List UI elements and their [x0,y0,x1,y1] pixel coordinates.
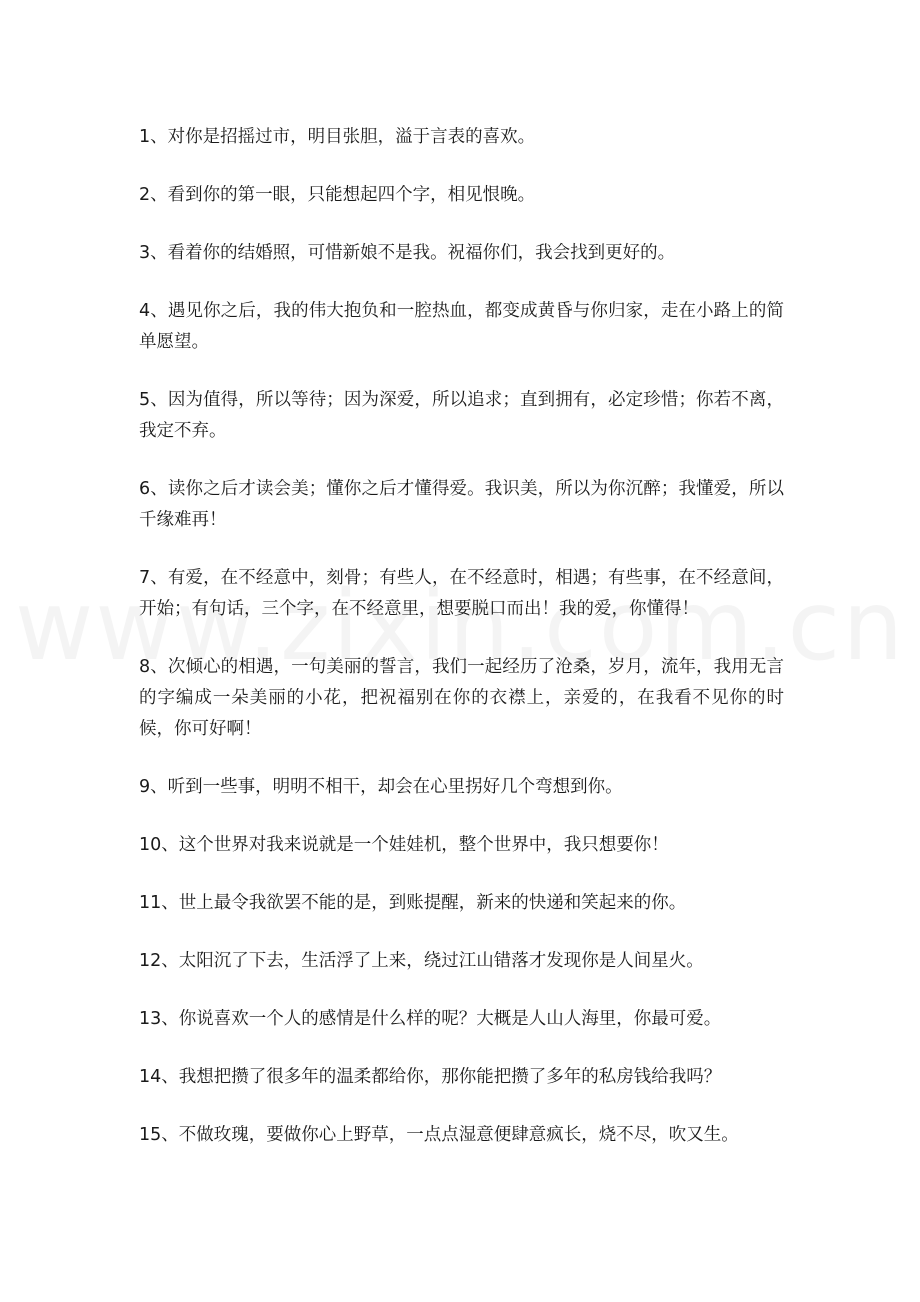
list-item: 2、看到你的第一眼，只能想起四个字，相见恨晚。 [139,185,536,205]
list-item: 8、次倾心的相遇，一句美丽的誓言，我们一起经历了沧桑，岁月，流年，我用无言的字编成一朵美丽的小花，把祝福别在你的衣襟上，亲爱的，在我看不见你的时候，你可好啊！ [139,657,784,739]
list-item: 10、这个世界对我来说就是一个娃娃机，整个世界中，我只想要你！ [139,835,669,855]
list-item: 14、我想把攒了很多年的温柔都给你，那你能把攒了多年的私房钱给我吗？ [139,1067,722,1087]
list-item: 7、有爱，在不经意中，刻骨；有些人，在不经意时，相遇；有些事，在不经意间，开始；有句话，三个字，在不经意里，想要脱口而出！我的爱，你懂得！ [139,568,784,619]
list-item: 15、不做玫瑰，要做你心上野草，一点点湿意便肆意疯长，烧不尽，吹又生。 [139,1125,739,1145]
list-item: 12、太阳沉了下去，生活浮了上来，绕过江山错落才发现你是人间星火。 [139,951,704,971]
list-item: 3、看着你的结婚照，可惜新娘不是我。祝福你们，我会找到更好的。 [139,243,676,263]
document-body [139,122,784,1151]
list-item: 1、对你是招摇过市，明目张胆，溢于言表的喜欢。 [139,127,536,147]
list-item: 4、遇见你之后，我的伟大抱负和一腔热血，都变成黄昏与你归家，走在小路上的简单愿望。 [139,301,784,352]
list-item: 5、因为值得，所以等待；因为深爱，所以追求；直到拥有，必定珍惜；你若不离，我定不弃。 [139,390,784,441]
list-item: 6、读你之后才读会美；懂你之后才懂得爱。我识美，所以为你沉醉；我懂爱，所以千缘难再！ [139,479,784,530]
list-item: 13、你说喜欢一个人的感情是什么样的呢？大概是人山人海里，你最可爱。 [139,1009,722,1029]
list-item: 11、世上最令我欲罢不能的是，到账提醒，新来的快递和笑起来的你。 [139,893,687,913]
list-item: 9、听到一些事，明明不相干，却会在心里拐好几个弯想到你。 [139,777,623,797]
